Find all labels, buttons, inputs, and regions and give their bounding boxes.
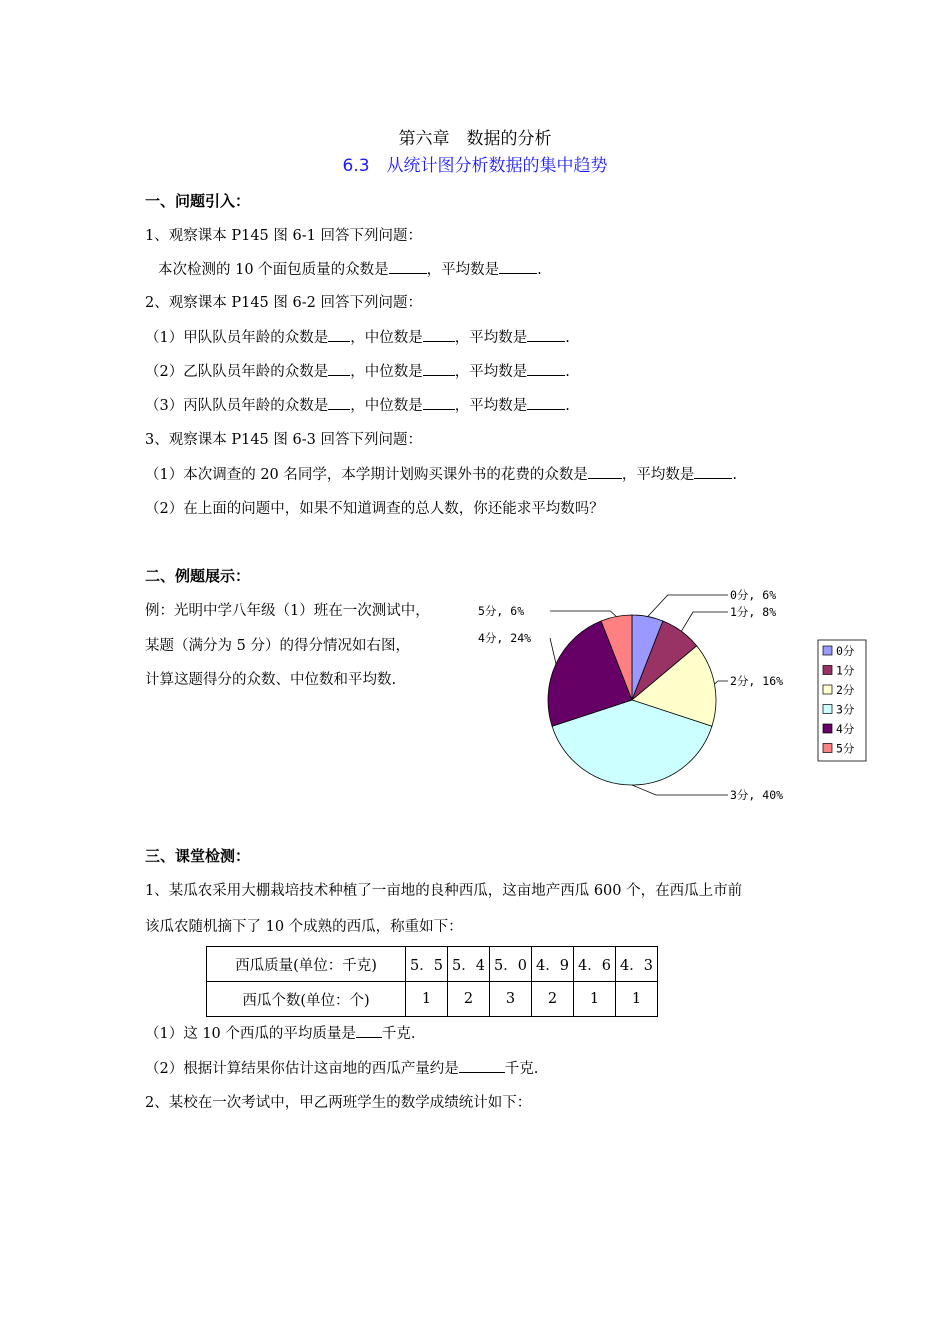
table-cell: 4．9	[532, 947, 574, 982]
legend-swatch	[823, 724, 832, 733]
data-label: 4分, 24%	[478, 631, 532, 645]
table-cell: 4．3	[616, 947, 658, 982]
legend-label: 4分	[836, 722, 855, 736]
example-line: 某题（满分为 5 分）的得分情况如右图，	[145, 638, 410, 654]
score-pie-chart	[470, 580, 870, 810]
answer-blank	[499, 259, 537, 274]
leader-line	[681, 612, 728, 631]
table-header-cell: 西瓜质量(单位：千克)	[207, 947, 406, 982]
legend-swatch	[823, 646, 832, 655]
problem-1-line2: 该瓜农随机摘下了 10 个成熟的西瓜，称重如下：	[145, 919, 463, 935]
leader-line	[632, 785, 728, 795]
section1-heading: 一、问题引入：	[145, 192, 251, 210]
data-label: 2分, 16%	[730, 674, 784, 688]
data-label: 1分, 8%	[730, 605, 777, 619]
question-3a: （1）本次调查的 20 名同学，本学期计划购买课外书的花费的众数是 ，平均数是 .	[145, 463, 737, 484]
leader-line	[550, 638, 556, 664]
legend-label: 0分	[836, 644, 855, 658]
legend-label: 2分	[836, 683, 855, 697]
table-cell: 2	[448, 982, 490, 1017]
page-title: 第六章 数据的分析	[398, 129, 552, 149]
section2-heading: 二、例题展示：	[145, 567, 251, 585]
table-cell: 2	[532, 982, 574, 1017]
watermelon-table	[206, 946, 658, 1017]
subquestion-2: （2）根据计算结果你估计这亩地的西瓜产量约是 千克.	[145, 1057, 538, 1078]
example-line: 例：光明中学八年级（1）班在一次测试中，	[145, 603, 430, 619]
table-cell: 1	[616, 982, 658, 1017]
problem-2: 2、某校在一次考试中，甲乙两班学生的数学成绩统计如下：	[145, 1095, 532, 1111]
leader-line	[550, 611, 616, 617]
table-cell: 5．0	[490, 947, 532, 982]
legend-label: 5分	[836, 741, 855, 756]
page-subtitle: 6.3 从统计图分析数据的集中趋势	[342, 156, 608, 176]
table-header-cell: 西瓜个数(单位：个)	[207, 982, 406, 1017]
data-label: 5分, 6%	[478, 604, 525, 618]
legend-label: 1分	[836, 663, 855, 678]
table-cell: 1	[406, 982, 448, 1017]
table-cell: 1	[574, 982, 616, 1017]
leader-line	[715, 681, 729, 684]
data-label: 0分, 6%	[730, 588, 777, 602]
question-1a: 本次检测的 10 个面包质量的众数是 ，平均数是 .	[158, 258, 542, 279]
table-cell: 4．6	[574, 947, 616, 982]
legend-swatch	[823, 744, 832, 753]
question-1: 1、观察课本 P145 图 6-1 回答下列问题：	[145, 228, 422, 244]
table-cell: 5．4	[448, 947, 490, 982]
question-2-item: （2）乙队队员年龄的众数是 ，中位数是 ，平均数是 .	[145, 360, 570, 381]
table-cell: 3	[490, 982, 532, 1017]
legend-swatch	[823, 666, 832, 675]
problem-1-line1: 1、某瓜农采用大棚栽培技术种植了一亩地的良种西瓜，这亩地产西瓜 600 个，在西瓜上市前	[145, 883, 743, 899]
data-label: 3分, 40%	[730, 788, 784, 802]
subquestion-1: （1）这 10 个西瓜的平均质量是 千克.	[145, 1022, 416, 1043]
section3-heading: 三、课堂检测：	[145, 847, 251, 865]
answer-blank	[389, 259, 427, 274]
question-2: 2、观察课本 P145 图 6-2 回答下列问题：	[145, 295, 422, 311]
question-2-item: （1）甲队队员年龄的众数是 ，中位数是 ，平均数是 .	[145, 326, 570, 347]
legend-label: 3分	[836, 702, 855, 717]
legend-swatch	[823, 685, 832, 694]
table-row	[207, 947, 658, 982]
table-cell: 5．5	[406, 947, 448, 982]
leader-line	[648, 595, 728, 617]
question-2-item: （3）丙队队员年龄的众数是 ，中位数是 ，平均数是 .	[145, 394, 570, 415]
legend-swatch	[823, 705, 832, 714]
example-line: 计算这题得分的众数、中位数和平均数.	[145, 672, 397, 688]
question-3b: （2）在上面的问题中，如果不知道调查的总人数，你还能求平均数吗？	[145, 501, 604, 517]
table-row	[207, 982, 658, 1017]
question-3: 3、观察课本 P145 图 6-3 回答下列问题：	[145, 432, 422, 448]
